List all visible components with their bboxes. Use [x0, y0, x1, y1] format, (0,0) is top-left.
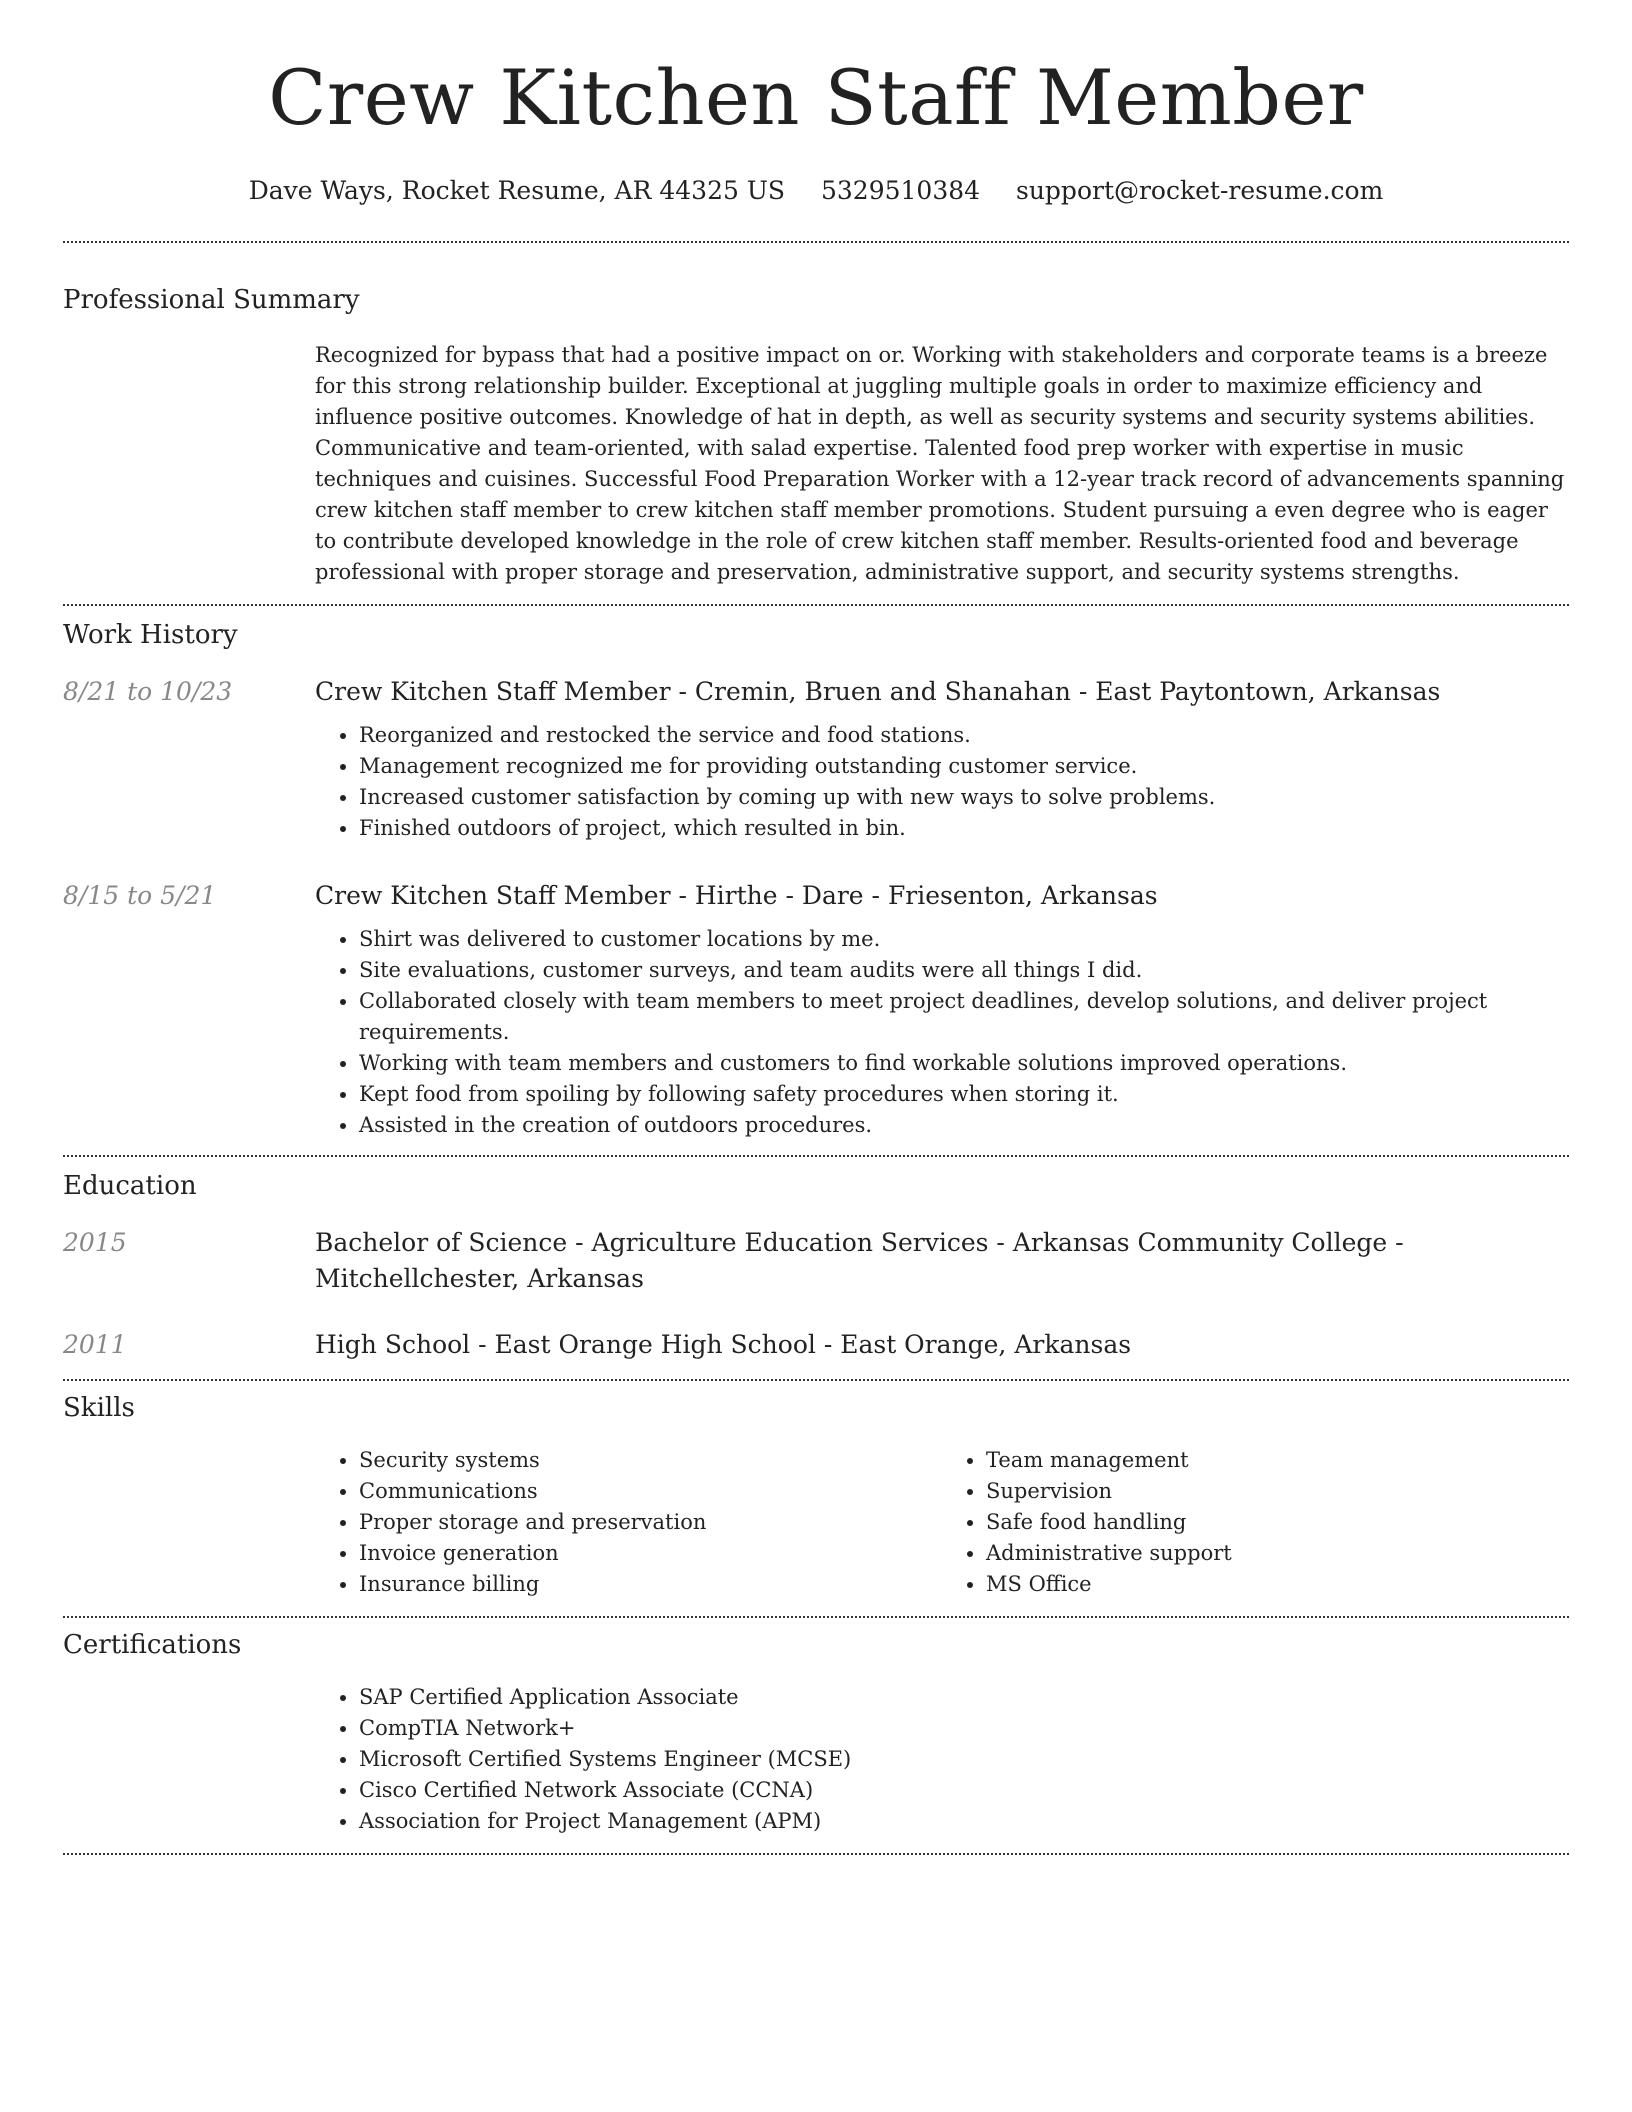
- divider: [63, 1379, 1569, 1381]
- certifications-list: [315, 1682, 1569, 1837]
- skill-item: • Communications: [359, 1476, 942, 1507]
- education-heading: High School - East Orange High School - East Orange, Arkansas: [315, 1330, 1132, 1359]
- section-heading-certifications: Certifications: [63, 1630, 242, 1660]
- job-heading: [315, 878, 1569, 914]
- skill-item: • Supervision: [986, 1476, 1569, 1507]
- list-item: • Collaborated closely with team members to meet project deadlines, develop solutions, and deliver project requirements.: [359, 986, 1569, 1048]
- job-title: Crew Kitchen Staff Member: [315, 881, 671, 910]
- list-item: • Management recognized me for providing outstanding customer service.: [359, 751, 1569, 782]
- certification-item: • Cisco Certified Network Associate (CCNA): [359, 1775, 1569, 1806]
- job-employer: - Cremin, Bruen and Shanahan - East Paytontown, Arkansas: [670, 677, 1441, 706]
- skill-item: • MS Office: [986, 1569, 1569, 1600]
- certifications-section: [63, 1628, 1569, 1837]
- certification-item: • CompTIA Network+: [359, 1713, 1569, 1744]
- list-item: • Site evaluations, customer surveys, and team audits were all things I did.: [359, 955, 1569, 986]
- job-title: Crew Kitchen Staff Member: [315, 677, 671, 706]
- resume-header: [63, 0, 1569, 208]
- contact-address: Dave Ways, Rocket Resume, AR 44325 US: [248, 176, 786, 205]
- job-bullets: [315, 720, 1569, 844]
- list-item: • Reorganized and restocked the service and food stations.: [359, 720, 1569, 751]
- list-item: • Shirt was delivered to customer locations by me.: [359, 924, 1569, 955]
- list-item: • Assisted in the creation of outdoors procedures.: [359, 1110, 1569, 1141]
- skill-item: • Insurance billing: [359, 1569, 942, 1600]
- job-heading: [315, 674, 1569, 710]
- skill-item: • Proper storage and preservation: [359, 1507, 942, 1538]
- skill-item: • Security systems: [359, 1445, 942, 1476]
- certification-item: • Association for Project Management (APM): [359, 1806, 1569, 1837]
- resume-title: Crew Kitchen Staff Member: [268, 53, 1364, 142]
- work-history-section: [63, 618, 1569, 1141]
- skills-column-left: [315, 1445, 942, 1600]
- job-dates: 8/21 to 10/23: [63, 677, 233, 706]
- divider: [63, 604, 1569, 606]
- section-heading-work: Work History: [63, 620, 238, 650]
- job-employer: - Hirthe - Dare - Friesenton, Arkansas: [670, 881, 1158, 910]
- skills-column-right: [942, 1445, 1569, 1600]
- summary-text: Recognized for bypass that had a positive impact on or. Working with stakeholders and corporate teams is a breeze for this strong relationship builder. Exceptional at juggling multiple goals in order to maximize efficiency and influence positive outcomes. Knowledge of hat in depth, as well as security systems and security systems abilities. Communicative and team-oriented, with salad expertise. Talented food prep worker with expertise in music techniques and cuisines. Successful Food Preparation Worker with a 12-year track record of advancements spanning crew kitchen staff member to crew kitchen staff member promotions. Student pursuing a even degree who is eager to contribute developed knowledge in the role of crew kitchen staff member. Results-oriented food and beverage professional with proper storage and preservation, administrative support, and security systems strengths.: [315, 343, 1565, 584]
- section-heading-summary: Professional Summary: [63, 285, 360, 315]
- divider: [63, 1853, 1569, 1855]
- divider: [63, 1616, 1569, 1618]
- skills-list: [315, 1445, 1569, 1600]
- education-entry: [63, 1327, 1569, 1363]
- job-bullets: [315, 924, 1569, 1141]
- certification-item: • Microsoft Certified Systems Engineer (MCSE): [359, 1744, 1569, 1775]
- skill-item: • Safe food handling: [986, 1507, 1569, 1538]
- skill-item: • Invoice generation: [359, 1538, 942, 1569]
- list-item: • Kept food from spoiling by following safety procedures when storing it.: [359, 1079, 1569, 1110]
- job-entry: [63, 674, 1569, 844]
- list-item: • Increased customer satisfaction by coming up with new ways to solve problems.: [359, 782, 1569, 813]
- list-item: • Finished outdoors of project, which resulted in bin.: [359, 813, 1569, 844]
- divider: [63, 1155, 1569, 1157]
- job-entry: [63, 878, 1569, 1141]
- skill-item: • Team management: [986, 1445, 1569, 1476]
- job-dates: 8/15 to 5/21: [63, 881, 217, 910]
- list-item: • Working with team members and customers to find workable solutions improved operations.: [359, 1048, 1569, 1079]
- education-year: 2011: [63, 1330, 127, 1359]
- contact-line: [63, 174, 1569, 208]
- summary-section: [63, 283, 1569, 588]
- contact-email: support@rocket-resume.com: [1016, 176, 1384, 205]
- skills-section: [63, 1391, 1569, 1600]
- contact-phone: 5329510384: [820, 176, 981, 205]
- education-heading: Bachelor of Science - Agriculture Education Services - Arkansas Community College - Mitchellchester, Arkansas: [315, 1228, 1404, 1293]
- section-heading-skills: Skills: [63, 1393, 135, 1423]
- skill-item: • Administrative support: [986, 1538, 1569, 1569]
- education-year: 2015: [63, 1228, 127, 1257]
- education-entry: [63, 1225, 1569, 1297]
- section-heading-education: Education: [63, 1171, 197, 1201]
- divider: [63, 241, 1569, 243]
- education-section: [63, 1169, 1569, 1363]
- certification-item: • SAP Certified Application Associate: [359, 1682, 1569, 1713]
